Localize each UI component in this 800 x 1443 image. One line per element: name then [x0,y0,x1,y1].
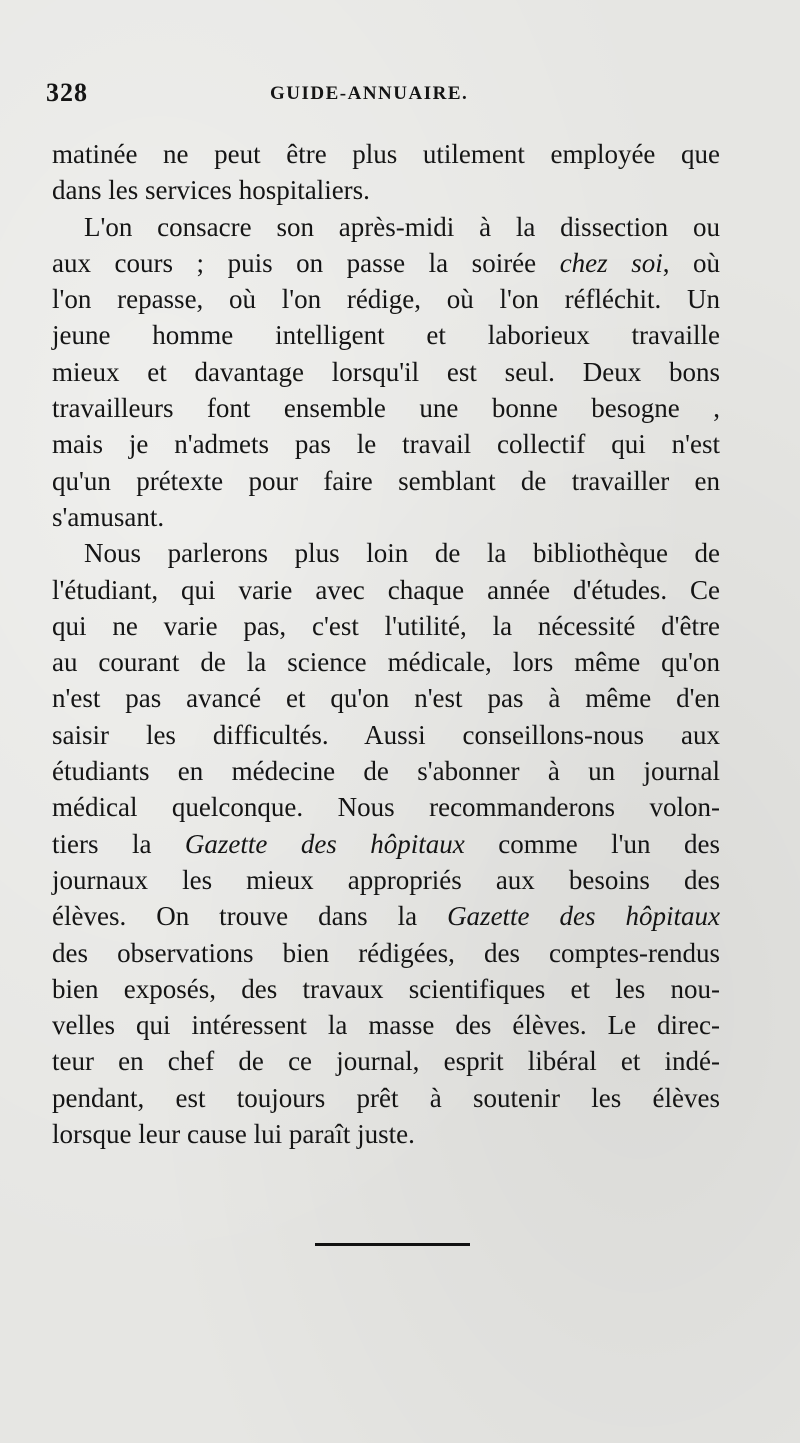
italic-title: Gazette des hôpitaux [184,828,465,859]
section-end-rule [315,1243,470,1246]
text-line: Nous parlerons plus loin de la bibliothèque de [84,538,720,569]
text-line: velles qui intéressent la masse des élèves. Le direc- [52,1010,720,1041]
text-segment: aux cours ; puis on passe la soirée [52,247,560,278]
text-line: pendant, est toujours prêt à soutenir les élèves [52,1082,720,1113]
text-line: travailleurs font ensemble une bonne besogne , [52,393,720,424]
text-line [52,245,720,281]
text-line: bien exposés, des travaux scientifiques et les nou- [52,973,720,1004]
text-line: lorsque leur cause lui paraît juste. [52,1119,415,1150]
text-line: mais je n'admets pas le travail collectif qui n'est [52,429,720,460]
text-line: mieux et davantage lorsqu'il est seul. Deux bons [52,356,720,387]
page-header [46,78,746,118]
body-text [52,136,720,1152]
text-line: jeune homme intelligent et laborieux travaille [52,320,720,351]
running-title: GUIDE-ANNUAIRE. [270,83,469,104]
page-number: 328 [46,78,88,107]
italic-title: Gazette des hôpitaux [447,901,720,932]
text-line: n'est pas avancé et qu'on n'est pas à même d'en [52,683,720,714]
text-line: l'on repasse, où l'on rédige, où l'on réfléchit. Un [52,284,720,315]
text-line: matinée ne peut être plus utilement employée que [52,139,720,169]
text-line: qui ne varie pas, c'est l'utilité, la nécessité d'être [52,610,720,641]
text-line: saisir les difficultés. Aussi conseillons-nous aux [52,719,720,750]
text-line: des observations bien rédigées, des comptes-rendus [52,937,720,968]
text-line: journaux les mieux appropriés aux besoins des [52,864,720,895]
text-segment: tiers la [52,828,185,859]
text-segment: , où [662,247,721,278]
text-line: s'amusant. [52,501,165,532]
text-line: médical quelconque. Nous recommanderons volon- [52,792,720,823]
text-line: L'on consacre son après-midi à la dissection ou [84,211,720,242]
text-line: l'étudiant, qui varie avec chaque année d'études. Ce [52,574,720,605]
text-line: au courant de la science médicale, lors même qu'on [52,647,720,678]
text-line: étudiants en médecine de s'abonner à un journal [52,756,720,787]
text-line: dans les services hospitaliers. [52,175,370,206]
text-segment: élèves. On trouve dans la [52,901,448,932]
text-line: qu'un prétexte pour faire semblant de travailler en [52,465,720,496]
text-line: teur en chef de ce journal, esprit libéral et indé- [52,1046,720,1077]
text-line [52,826,720,862]
italic-phrase: chez soi [559,247,663,278]
text-segment: comme l'un des [464,828,720,859]
text-line [52,898,720,934]
